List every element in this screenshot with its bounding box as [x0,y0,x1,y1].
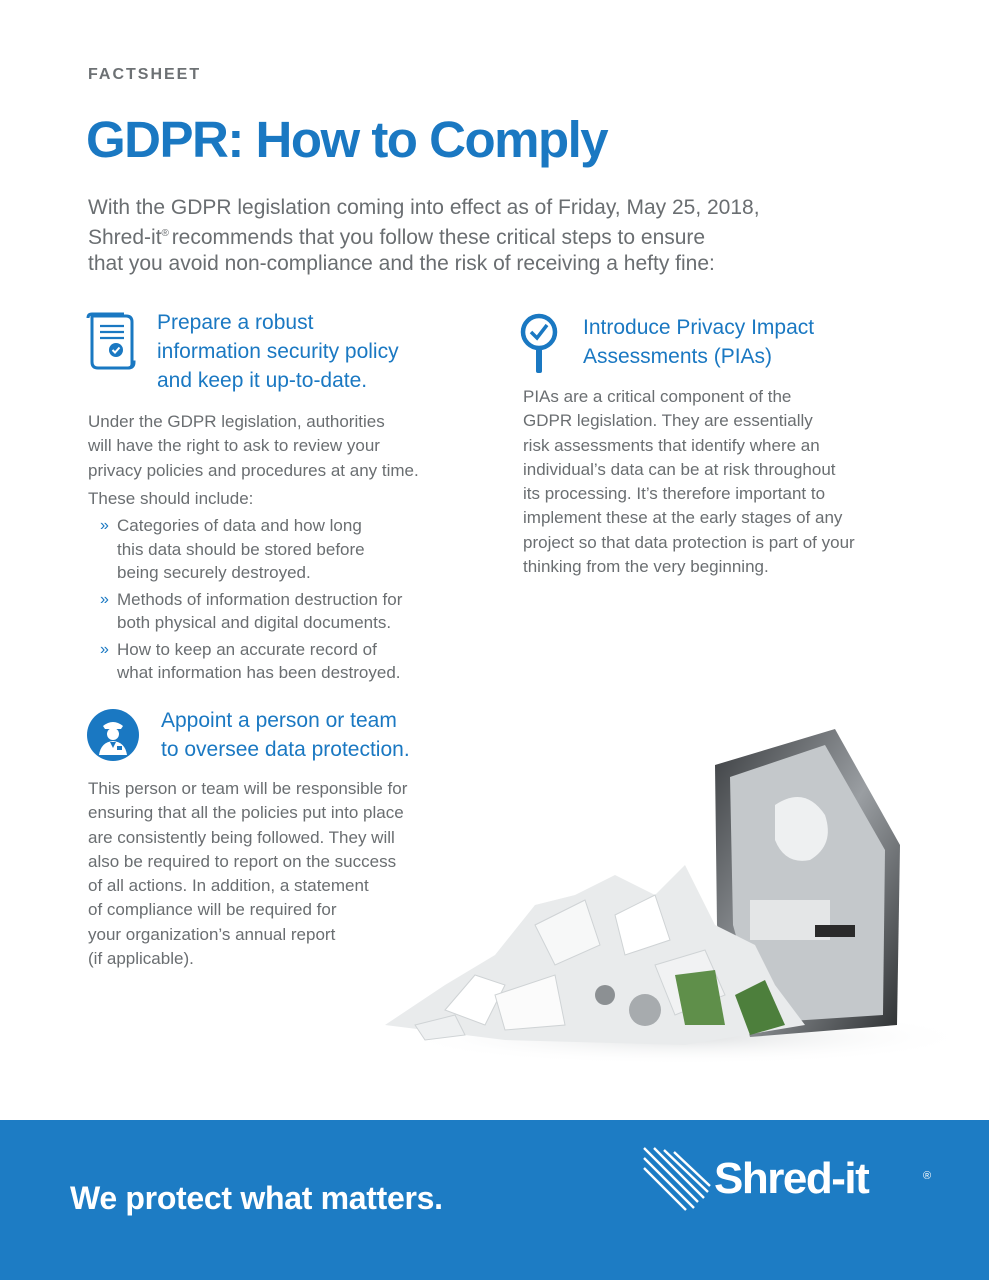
intro-paragraph [88,195,848,277]
bullet-line: both physical and digital documents. [117,613,392,632]
bullet-line: How to keep an accurate record of [117,639,377,659]
body-line: ensuring that all the policies put into place [88,803,404,823]
body-line: also be required to report on the success [88,851,397,871]
heading-line: to oversee data protection. [161,738,410,761]
body-line: its processing. It’s therefore important to [523,484,826,504]
heading-line: Appoint a person or team [161,709,397,732]
body-line: implement these at the early stages of any [523,508,843,528]
pia-body [523,385,855,579]
body-line: project so that data protection is part of your [523,532,855,552]
page-title: GDPR: How to Comply [86,111,608,168]
body-line: of all actions. In addition, a statement [88,876,369,896]
document-check-icon [86,312,138,370]
intro-brand: Shred-it [88,226,162,249]
bullet-line: what information has been destroyed. [117,663,401,682]
body-line: are consistently being followed. They will [88,827,395,847]
list-intro [88,487,253,511]
intro-registered-mark: ® [161,228,172,239]
intro-line-rest: recommends that you follow these critical steps to ensure [171,226,706,249]
intro-line: With the GDPR legislation coming into effect as of Friday, May 25, 2018, [88,196,760,219]
intro-line: that you avoid non-compliance and the risk of receiving a hefty fine: [88,252,715,275]
body-line: GDPR legislation. They are essentially [523,411,813,431]
security-officer-icon [86,708,140,762]
shredded-paper-and-hard-drive-photo [355,725,955,1070]
eyebrow-label: FACTSHEET [88,66,202,83]
list-item [100,514,402,585]
shred-it-logo: Shred-it [714,1154,869,1203]
bullet-line: this data should be stored before [117,539,365,559]
body-line: These should include: [88,489,254,508]
body-line: of compliance will be required for [88,900,337,920]
footer-tagline: We protect what matters. [70,1180,443,1216]
list-item [100,638,402,685]
body-line: This person or team will be responsible for [88,779,408,798]
heading-line: Assessments (PIAs) [583,345,773,368]
policy-heading [157,308,399,395]
pia-heading [583,313,814,371]
body-line: PIAs are a critical component of the [523,387,792,406]
list-item [100,588,402,635]
heading-line: information security policy [157,340,399,363]
include-list [100,514,402,688]
bullet-chevron: » [100,517,109,534]
body-line: thinking from the very beginning. [523,557,769,577]
body-line: risk assessments that identify where an [523,435,820,455]
body-line: individual’s data can be at risk throughout [523,459,836,479]
bullet-line: being securely destroyed. [117,563,311,582]
body-line: your organization’s annual report [88,924,336,944]
body-line: Under the GDPR legislation, authorities [88,412,385,431]
logo-registered-mark: ® [923,1170,932,1182]
heading-line: and keep it up-to-date. [157,369,368,392]
bullet-chevron: » [100,640,109,658]
policy-body [88,410,419,483]
body-line: (if applicable). [88,949,194,969]
bullet-line: Categories of data and how long [117,516,362,535]
heading-line: Introduce Privacy Impact [583,316,815,339]
body-line: will have the right to ask to review your [88,436,380,456]
magnifier-check-icon [519,312,559,376]
body-line: privacy policies and procedures at any time. [88,460,419,480]
intro-line [88,221,848,251]
bullet-chevron: » [100,590,109,608]
bullet-line: Methods of information destruction for [117,589,403,609]
heading-line: Prepare a robust [157,311,314,334]
